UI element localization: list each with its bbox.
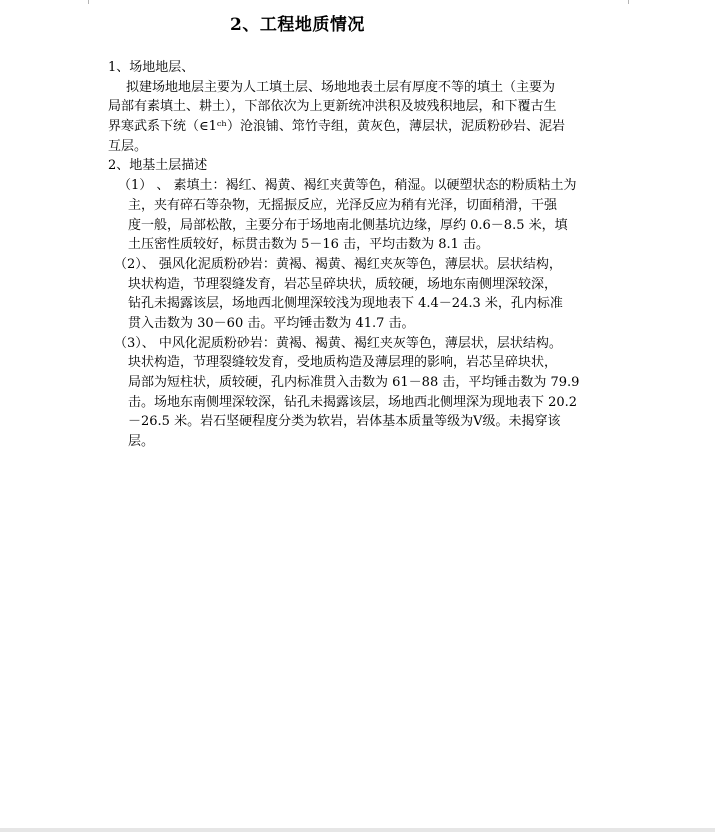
item-1-line: 主，夹有碎石等杂物，无摇振反应，光泽反应为稍有光泽，切面稍滑，干强 — [128, 197, 558, 213]
item-2-line: 钻孔未揭露该层，场地西北侧埋深较浅为现地表下 4.4－24.3 米，孔内标准 — [128, 296, 563, 312]
item-3-line: 层。 — [128, 434, 155, 450]
paragraph-line: 拟建场地地层主要为人工填土层、场地地表土层有厚度不等的填土（主要为 — [126, 79, 556, 95]
crop-mark-left — [88, 0, 89, 4]
crop-mark-right — [628, 0, 629, 4]
item-3-line: 局部为短柱状，质较硬，孔内标准贯入击数为 61－88 击，平均锤击数为 79.9 — [128, 375, 580, 390]
subsection-heading-strata: 1、场地地层、 — [108, 60, 195, 75]
item-2-line: 块状构造，节理裂缝发育，岩芯呈碎块状，质较硬，场地东南侧埋深较深， — [128, 276, 558, 292]
item-3-line: 击。场地东南侧埋深较深，钻孔未揭露该层，场地西北侧埋深为现地表下 20.2 — [128, 394, 578, 410]
item-3-line: （3）、 中风化泥质粉砂岩：黄褐、褐黄、褐红夹灰等色，薄层状，层状结构。 — [114, 335, 562, 351]
item-1-line: 度一般，局部松散，主要分布于场地南北侧基坑边缘，厚约 0.6－8.5 米，填 — [128, 217, 568, 233]
item-3-line: 块状构造，节理裂缝较发育，受地质构造及薄层理的影响，岩芯呈碎块状， — [128, 355, 558, 371]
section-title: 2、工程地质情况 — [230, 15, 365, 35]
paragraph-line: 互层。 — [108, 138, 148, 154]
item-2-line: （2）、 强风化泥质粉砂岩：黄褐、褐黄、褐红夹灰等色，薄层状。层状结构， — [114, 256, 562, 272]
paragraph-line: 界寒武系下统（∈1ᶜʰ）沧浪铺、筇竹寺组，黄灰色，薄层状，泥质粉砂岩、泥岩 — [108, 119, 566, 135]
item-3-line: －26.5 米。岩石坚硬程度分类为软岩，岩体基本质量等级为Ⅴ级。未揭穿该 — [128, 414, 561, 430]
item-1-line: 土压密性质较好，标贯击数为 5－16 击，平均击数为 8.1 击。 — [128, 237, 490, 253]
subsection-heading-soil-layers: 2、地基土层描述 — [108, 158, 208, 174]
item-2-line: 贯入击数为 30－60 击。平均锤击数为 41.7 击。 — [128, 315, 415, 331]
document-body — [108, 58, 610, 452]
paragraph-line: 局部有素填土、耕土），下部依次为上更新统冲洪积及坡残积地层，和下覆古生 — [108, 99, 557, 115]
page-bottom-edge — [0, 828, 715, 832]
item-1-line: （1） 、 素填土：褐红、褐黄、褐红夹黄等色，稍湿。以硬塑状态的粉质粘土为 — [118, 178, 577, 194]
